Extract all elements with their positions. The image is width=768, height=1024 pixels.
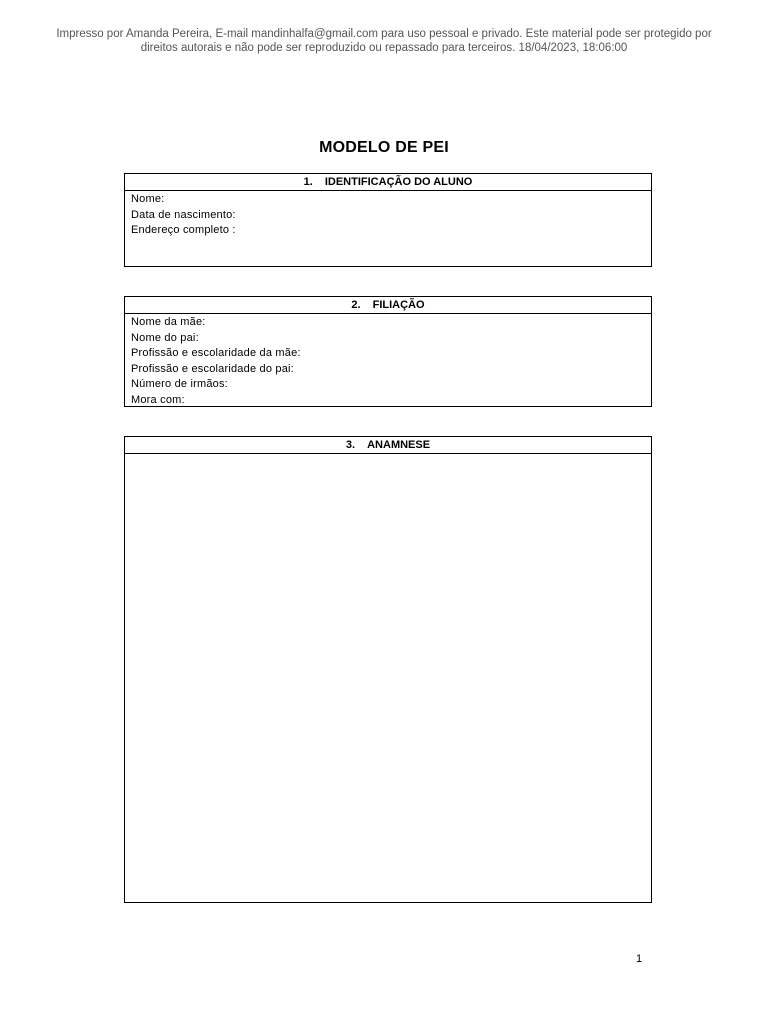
field-data-nascimento: Data de nascimento: xyxy=(131,208,236,221)
field-nome-pai: Nome do pai: xyxy=(131,331,199,344)
print-watermark xyxy=(30,27,738,55)
field-profissao-pai: Profissão e escolaridade do pai: xyxy=(131,362,294,375)
page-number: 1 xyxy=(636,953,643,965)
section-number: 2. xyxy=(351,299,361,311)
document-title: MODELO DE PEI xyxy=(319,139,449,156)
section-body-empty xyxy=(125,454,651,455)
section-number: 1. xyxy=(303,176,313,188)
watermark-line-2: direitos autorais e não pode ser reproduzido ou repassado para terceiros. 18/04/2023, 18:06:00 xyxy=(140,42,628,54)
field-nome: Nome: xyxy=(131,193,165,205)
section-header xyxy=(125,174,651,191)
section-identificacao xyxy=(124,173,652,267)
field-numero-irmaos: Número de irmãos: xyxy=(131,378,228,391)
section-body xyxy=(125,191,651,239)
section-number: 3. xyxy=(345,439,356,451)
section-filiacao xyxy=(124,296,652,407)
section-body xyxy=(125,314,651,409)
section-heading: IDENTIFICAÇÃO DO ALUNO xyxy=(324,176,473,188)
section-anamnese xyxy=(124,436,652,903)
section-header xyxy=(125,297,651,314)
field-endereco: Endereço completo : xyxy=(131,224,236,237)
field-mora-com: Mora com: xyxy=(131,393,185,406)
section-heading: ANAMNESE xyxy=(367,439,431,451)
section-heading: FILIAÇÃO xyxy=(372,299,425,311)
section-header xyxy=(125,437,651,454)
watermark-line-1: Impresso por Amanda Pereira, E-mail mandinhalfa@gmail.com para uso pessoal e privado. Este material pode ser protegido por xyxy=(56,28,712,40)
field-nome-mae: Nome da mãe: xyxy=(131,316,206,328)
field-profissao-mae: Profissão e escolaridade da mãe: xyxy=(131,347,301,360)
